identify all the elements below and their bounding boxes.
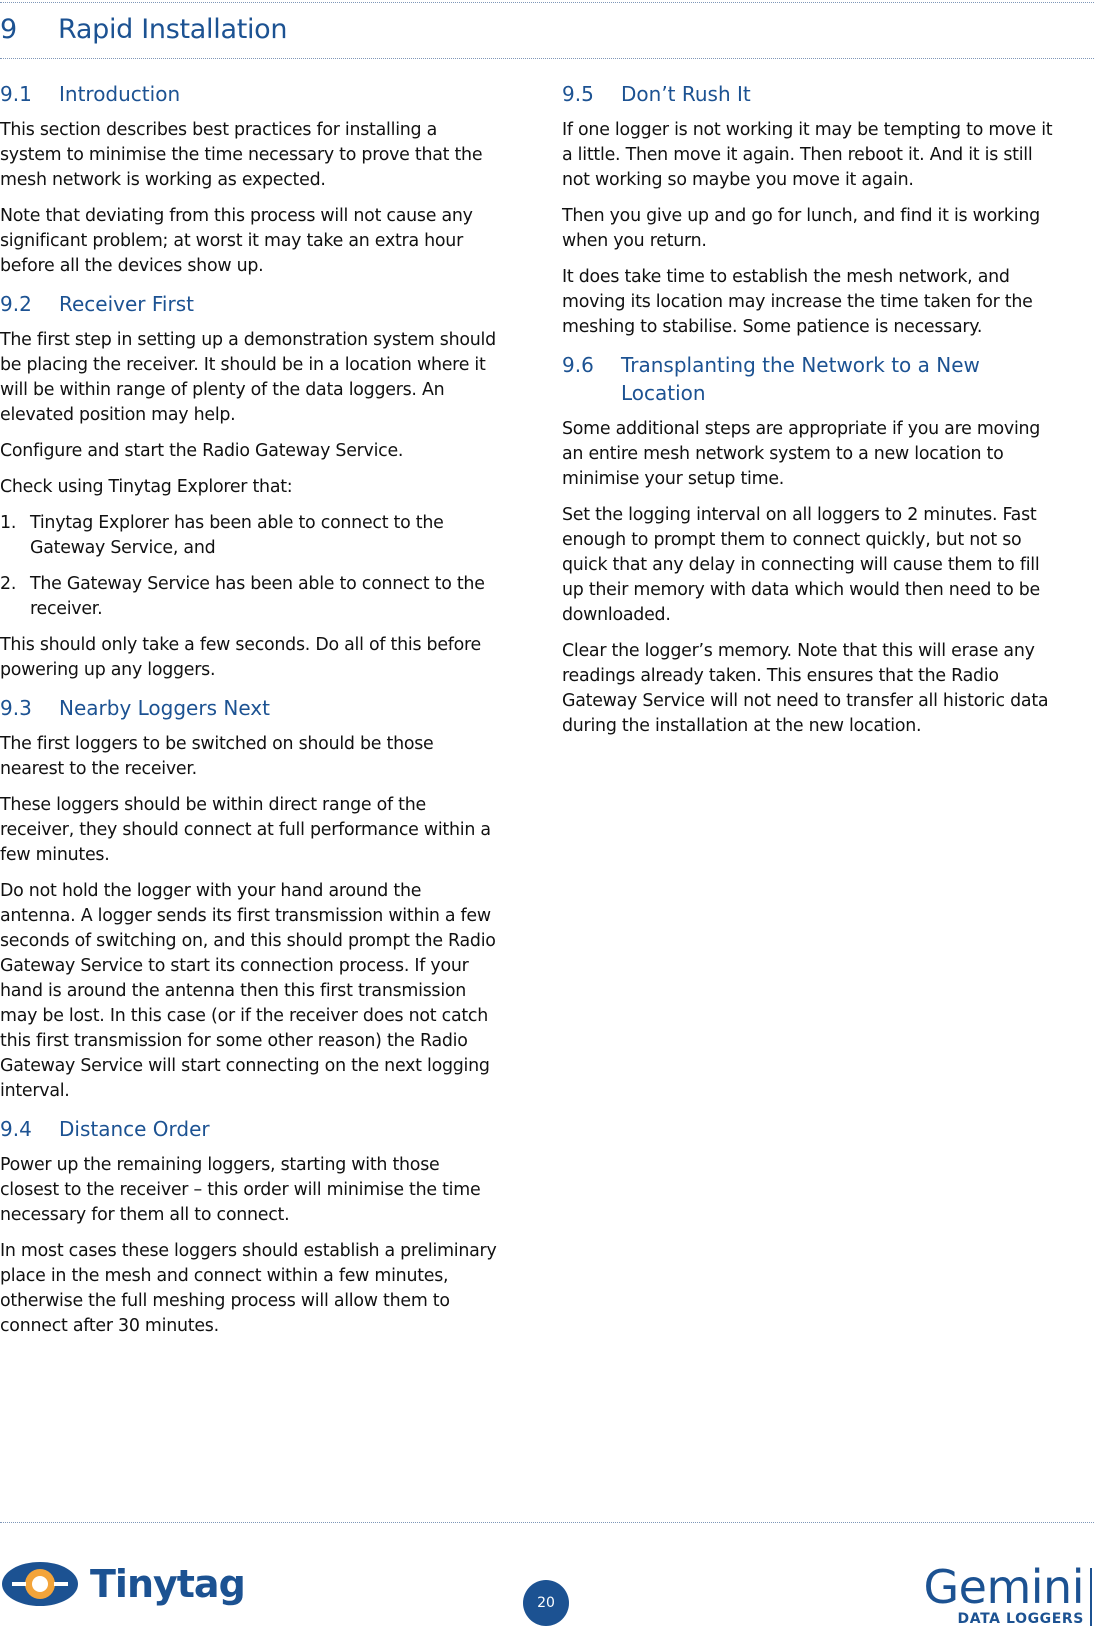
paragraph: In most cases these loggers should establish a preliminary place in the mesh and connect within a few minutes, otherwise the full meshing process will allow them to connect after 30 minutes. — [0, 1241, 497, 1336]
paragraph: This section describes best practices for installing a system to minimise the time necessary to prove that the mesh network is working as expected. — [0, 120, 483, 190]
section-number: 9.1 — [0, 82, 32, 106]
paragraph: Clear the logger’s memory. Note that this will erase any readings already taken. This ensures that the Radio Gateway Service will not need to transfer all historic data during the installation at the new location. — [562, 641, 1049, 736]
section-title: Don’t Rush It — [621, 82, 751, 106]
section-title: Receiver First — [59, 292, 194, 316]
section-heading-9-4 — [0, 1115, 500, 1143]
tinytag-logo-text: Tinytag — [90, 1562, 245, 1606]
right-column — [562, 80, 1062, 750]
paragraph: These loggers should be within direct range of the receiver, they should connect at full performance within a few minutes. — [0, 795, 491, 865]
section-heading-9-3 — [0, 694, 500, 722]
paragraph: If one logger is not working it may be tempting to move it a little. Then move it again. Then reboot it. And it is still not working so maybe you move it again. — [562, 120, 1053, 190]
paragraph: Power up the remaining loggers, starting with those closest to the receiver – this order will minimise the time necessary for them all to connect. — [0, 1155, 481, 1225]
footer-rule — [0, 1522, 1094, 1523]
section-number: 9.6 — [562, 353, 594, 377]
title-rule — [0, 58, 1094, 59]
gemini-logo — [922, 1560, 1092, 1630]
paragraph: This should only take a few seconds. Do all of this before powering up any loggers. — [0, 635, 481, 680]
gemini-divider — [1090, 1568, 1092, 1626]
gemini-tagline: DATA LOGGERS — [957, 1611, 1084, 1627]
paragraph: Note that deviating from this process will not cause any significant problem; at worst it may take an extra hour before all the devices show up. — [0, 206, 473, 276]
section-title: Transplanting the Network to a New Location — [621, 353, 980, 405]
list-number: 2. — [0, 574, 17, 594]
section-number: 9.3 — [0, 696, 32, 720]
paragraph: The first loggers to be switched on should be those nearest to the receiver. — [0, 734, 434, 779]
tinytag-logo-mark-icon — [0, 1556, 80, 1612]
list-item — [0, 572, 500, 622]
section-title: Nearby Loggers Next — [59, 696, 270, 720]
paragraph: The first step in setting up a demonstration system should be placing the receiver. It should be in a location where it will be within range of plenty of the data loggers. An elevated position may help. — [0, 330, 496, 425]
paragraph: Then you give up and go for lunch, and find it is working when you return. — [562, 206, 1040, 251]
paragraph: Some additional steps are appropriate if you are moving an entire mesh network system to a new location to minimise your setup time. — [562, 419, 1041, 489]
section-heading-9-1 — [0, 80, 500, 108]
paragraph: Configure and start the Radio Gateway Service. — [0, 441, 404, 461]
section-heading-9-2 — [0, 290, 500, 318]
list-item — [0, 511, 500, 561]
tinytag-logo — [0, 1554, 245, 1614]
section-number: 9.2 — [0, 292, 32, 316]
section-heading-9-6 — [562, 351, 1062, 407]
gemini-logo-text: Gemini — [923, 1560, 1084, 1614]
page-number: 20 — [523, 1580, 569, 1626]
section-title: Introduction — [59, 82, 181, 106]
chapter-title-text: Rapid Installation — [58, 14, 288, 45]
chapter-number: 9 — [0, 14, 17, 45]
paragraph: Do not hold the logger with your hand around the antenna. A logger sends its first transmission within a few seconds of switching on, and this should prompt the Radio Gateway Service to start its connection process. If your hand is around the antenna then this first transmission may be lost. In this case (or if the receiver does not catch this first transmission for some other reason) the Radio Gateway Service will start connecting on the next logging interval. — [0, 881, 496, 1101]
page-footer — [0, 1524, 1094, 1636]
chapter-title — [0, 12, 287, 48]
section-title: Distance Order — [59, 1117, 210, 1141]
list-number: 1. — [0, 513, 17, 533]
section-number: 9.4 — [0, 1117, 32, 1141]
list-text: Tinytag Explorer has been able to connect to the Gateway Service, and — [30, 513, 444, 558]
list-text: The Gateway Service has been able to connect to the receiver. — [30, 574, 485, 619]
top-rule — [0, 2, 1094, 3]
paragraph: Set the logging interval on all loggers to 2 minutes. Fast enough to prompt them to connect quickly, but not so quick that any delay in connecting will cause them to fill up their memory with data which would then need to be downloaded. — [562, 505, 1040, 625]
numbered-list — [0, 511, 500, 622]
left-column — [0, 80, 500, 1350]
section-number: 9.5 — [562, 82, 594, 106]
paragraph: Check using Tinytag Explorer that: — [0, 477, 293, 497]
paragraph: It does take time to establish the mesh network, and moving its location may increase the time taken for the meshing to stabilise. Some patience is necessary. — [562, 267, 1033, 337]
section-heading-9-5 — [562, 80, 1062, 108]
